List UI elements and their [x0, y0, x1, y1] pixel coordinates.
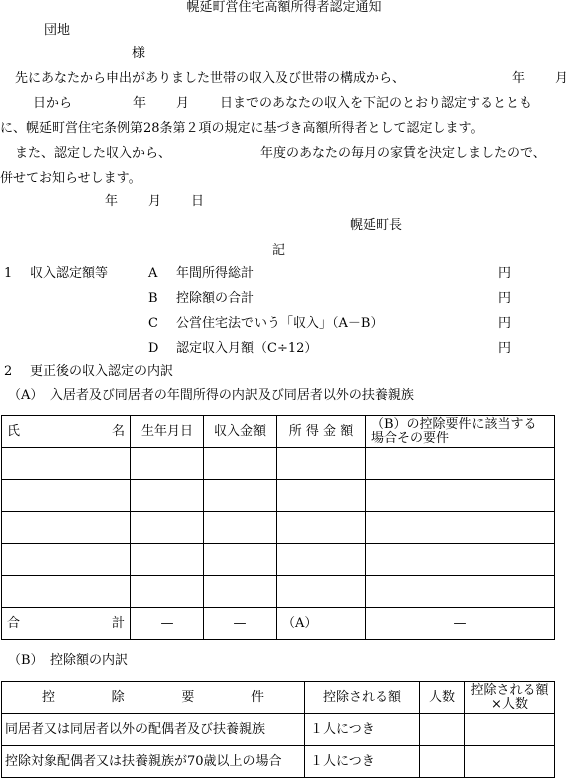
table-row: [2, 480, 555, 512]
deduction-amount-cell: １人につき: [305, 746, 420, 778]
table-row: [2, 714, 555, 746]
section1-number: 1: [4, 266, 13, 281]
deduction-table: [1, 681, 555, 778]
paragraph1-line2-tsuki: 月: [176, 96, 190, 111]
table-cell[interactable]: [2, 480, 131, 512]
table-cell[interactable]: [204, 544, 277, 576]
deduction-amount-cell: １人につき: [305, 714, 420, 746]
table-cell[interactable]: [131, 512, 204, 544]
table-cell[interactable]: [277, 480, 366, 512]
danchi-label: 団地: [44, 23, 71, 38]
item-d-unit: 円: [498, 341, 512, 356]
header-product: 控除される額×人数: [465, 682, 555, 714]
item-a-letter: A: [148, 266, 158, 281]
paragraph1-line3: に、幌延町営住宅条例第28条第２項の規定に基づき高額所得者として認定します。: [0, 121, 484, 136]
date-tsuki: 月: [148, 194, 162, 209]
table-a-total-row: [2, 608, 555, 640]
item-b-text: 控除額の合計: [176, 291, 255, 306]
table-b-header-row: [2, 682, 555, 714]
table-row: [2, 448, 555, 480]
item-a-text: 年間所得総計: [176, 266, 255, 281]
table-cell[interactable]: [277, 448, 366, 480]
table-cell[interactable]: [2, 448, 131, 480]
table-row: [2, 576, 555, 608]
item-d-letter: D: [148, 341, 159, 356]
date-hi: 日: [191, 194, 205, 209]
sama-label: 様: [132, 46, 146, 61]
total-birth-dash: —: [131, 608, 204, 640]
item-d-text: 認定収入月額（C÷12）: [176, 341, 318, 356]
sub-a-heading: （A） 入居者及び同居者の年間所得の内訳及び同居者以外の扶養親族: [8, 388, 414, 403]
date-nen: 年: [105, 194, 119, 209]
document-title: 幌延町営住宅高額所得者認定通知: [186, 0, 382, 15]
item-b-letter: B: [148, 291, 158, 306]
deduction-requirement-cell: 同居者又は同居者以外の配偶者及び扶養親族: [2, 714, 305, 746]
table-cell[interactable]: [465, 714, 555, 746]
paragraph2-line2: 併せてお知らせします。: [0, 171, 142, 186]
table-cell[interactable]: [131, 544, 204, 576]
paragraph1-line2-nen: 年: [133, 96, 147, 111]
table-cell[interactable]: [204, 512, 277, 544]
deduction-requirement-cell: 控除対象配偶者又は扶養親族が70歳以上の場合: [2, 746, 305, 778]
table-cell[interactable]: [277, 576, 366, 608]
header-req-3: 要: [181, 689, 195, 705]
table-cell[interactable]: [2, 576, 131, 608]
table-cell[interactable]: [366, 576, 555, 608]
table-cell[interactable]: [465, 746, 555, 778]
header-count: 人数: [420, 682, 465, 714]
header-birthdate: 生年月日: [131, 416, 204, 448]
table-cell[interactable]: [131, 576, 204, 608]
table-cell[interactable]: [420, 746, 465, 778]
table-cell[interactable]: [420, 714, 465, 746]
ki-label: 記: [272, 243, 286, 258]
header-deduction-requirement: [2, 682, 305, 714]
total-gou: 合: [7, 615, 21, 631]
table-cell[interactable]: [366, 480, 555, 512]
table-cell[interactable]: [366, 512, 555, 544]
total-label-cell: [2, 608, 131, 640]
paragraph2-line1-end: 年度のあなたの毎月の家賃を決定しましたので、: [260, 146, 546, 161]
section2-number: 2: [4, 364, 13, 379]
table-cell[interactable]: [2, 512, 131, 544]
table-cell[interactable]: [204, 448, 277, 480]
header-name: [2, 416, 131, 448]
total-requirement-dash: —: [366, 608, 555, 640]
issuer-name: 幌延町長: [350, 218, 403, 233]
table-cell[interactable]: [277, 544, 366, 576]
total-a-cell: （A）: [277, 608, 366, 640]
item-c-text: 公営住宅法でいう「収入」（A－B）: [176, 316, 384, 331]
total-income-dash: —: [204, 608, 277, 640]
table-cell[interactable]: [204, 480, 277, 512]
table-row: [2, 512, 555, 544]
paragraph1-line2-start: 日から: [33, 96, 73, 111]
paragraph1-tsuki: 月: [555, 71, 568, 86]
item-a-unit: 円: [498, 266, 512, 281]
item-c-unit: 円: [498, 316, 512, 331]
table-row: [2, 746, 555, 778]
table-cell[interactable]: [366, 544, 555, 576]
sub-b-heading: （B） 控除額の内訳: [8, 653, 129, 668]
header-shotoku: 所 得 金 額: [277, 416, 366, 448]
item-b-unit: 円: [498, 291, 512, 306]
paragraph1-line2-end: 日までのあなたの収入を下記のとおり認定するととも: [220, 96, 533, 111]
table-cell[interactable]: [2, 544, 131, 576]
header-name-1: 氏: [7, 423, 21, 439]
header-req-1: 控: [42, 689, 56, 705]
income-breakdown-table: [1, 415, 555, 640]
paragraph1-line1: 先にあなたから申出がありました世帯の収入及び世帯の構成から、: [15, 71, 406, 86]
table-cell[interactable]: [131, 480, 204, 512]
table-row: [2, 544, 555, 576]
paragraph1-nen: 年: [512, 71, 526, 86]
header-requirement: （B）の控除要件に該当する場合その要件: [366, 416, 555, 448]
table-cell[interactable]: [277, 512, 366, 544]
header-name-2: 名: [111, 423, 125, 439]
table-a-header-row: [2, 416, 555, 448]
item-c-letter: C: [148, 316, 158, 331]
header-deduction-amount: 控除される額: [305, 682, 420, 714]
header-req-2: 除: [111, 689, 125, 705]
table-cell[interactable]: [204, 576, 277, 608]
table-cell[interactable]: [366, 448, 555, 480]
table-cell[interactable]: [131, 448, 204, 480]
header-income: 収入金額: [204, 416, 277, 448]
section2-label: 更正後の収入認定の内訳: [30, 364, 174, 379]
header-req-4: 件: [250, 689, 264, 705]
total-kei: 計: [111, 615, 125, 631]
paragraph2-line1-start: また、認定した収入から、: [15, 146, 172, 161]
section1-label: 収入認定額等: [30, 266, 109, 281]
